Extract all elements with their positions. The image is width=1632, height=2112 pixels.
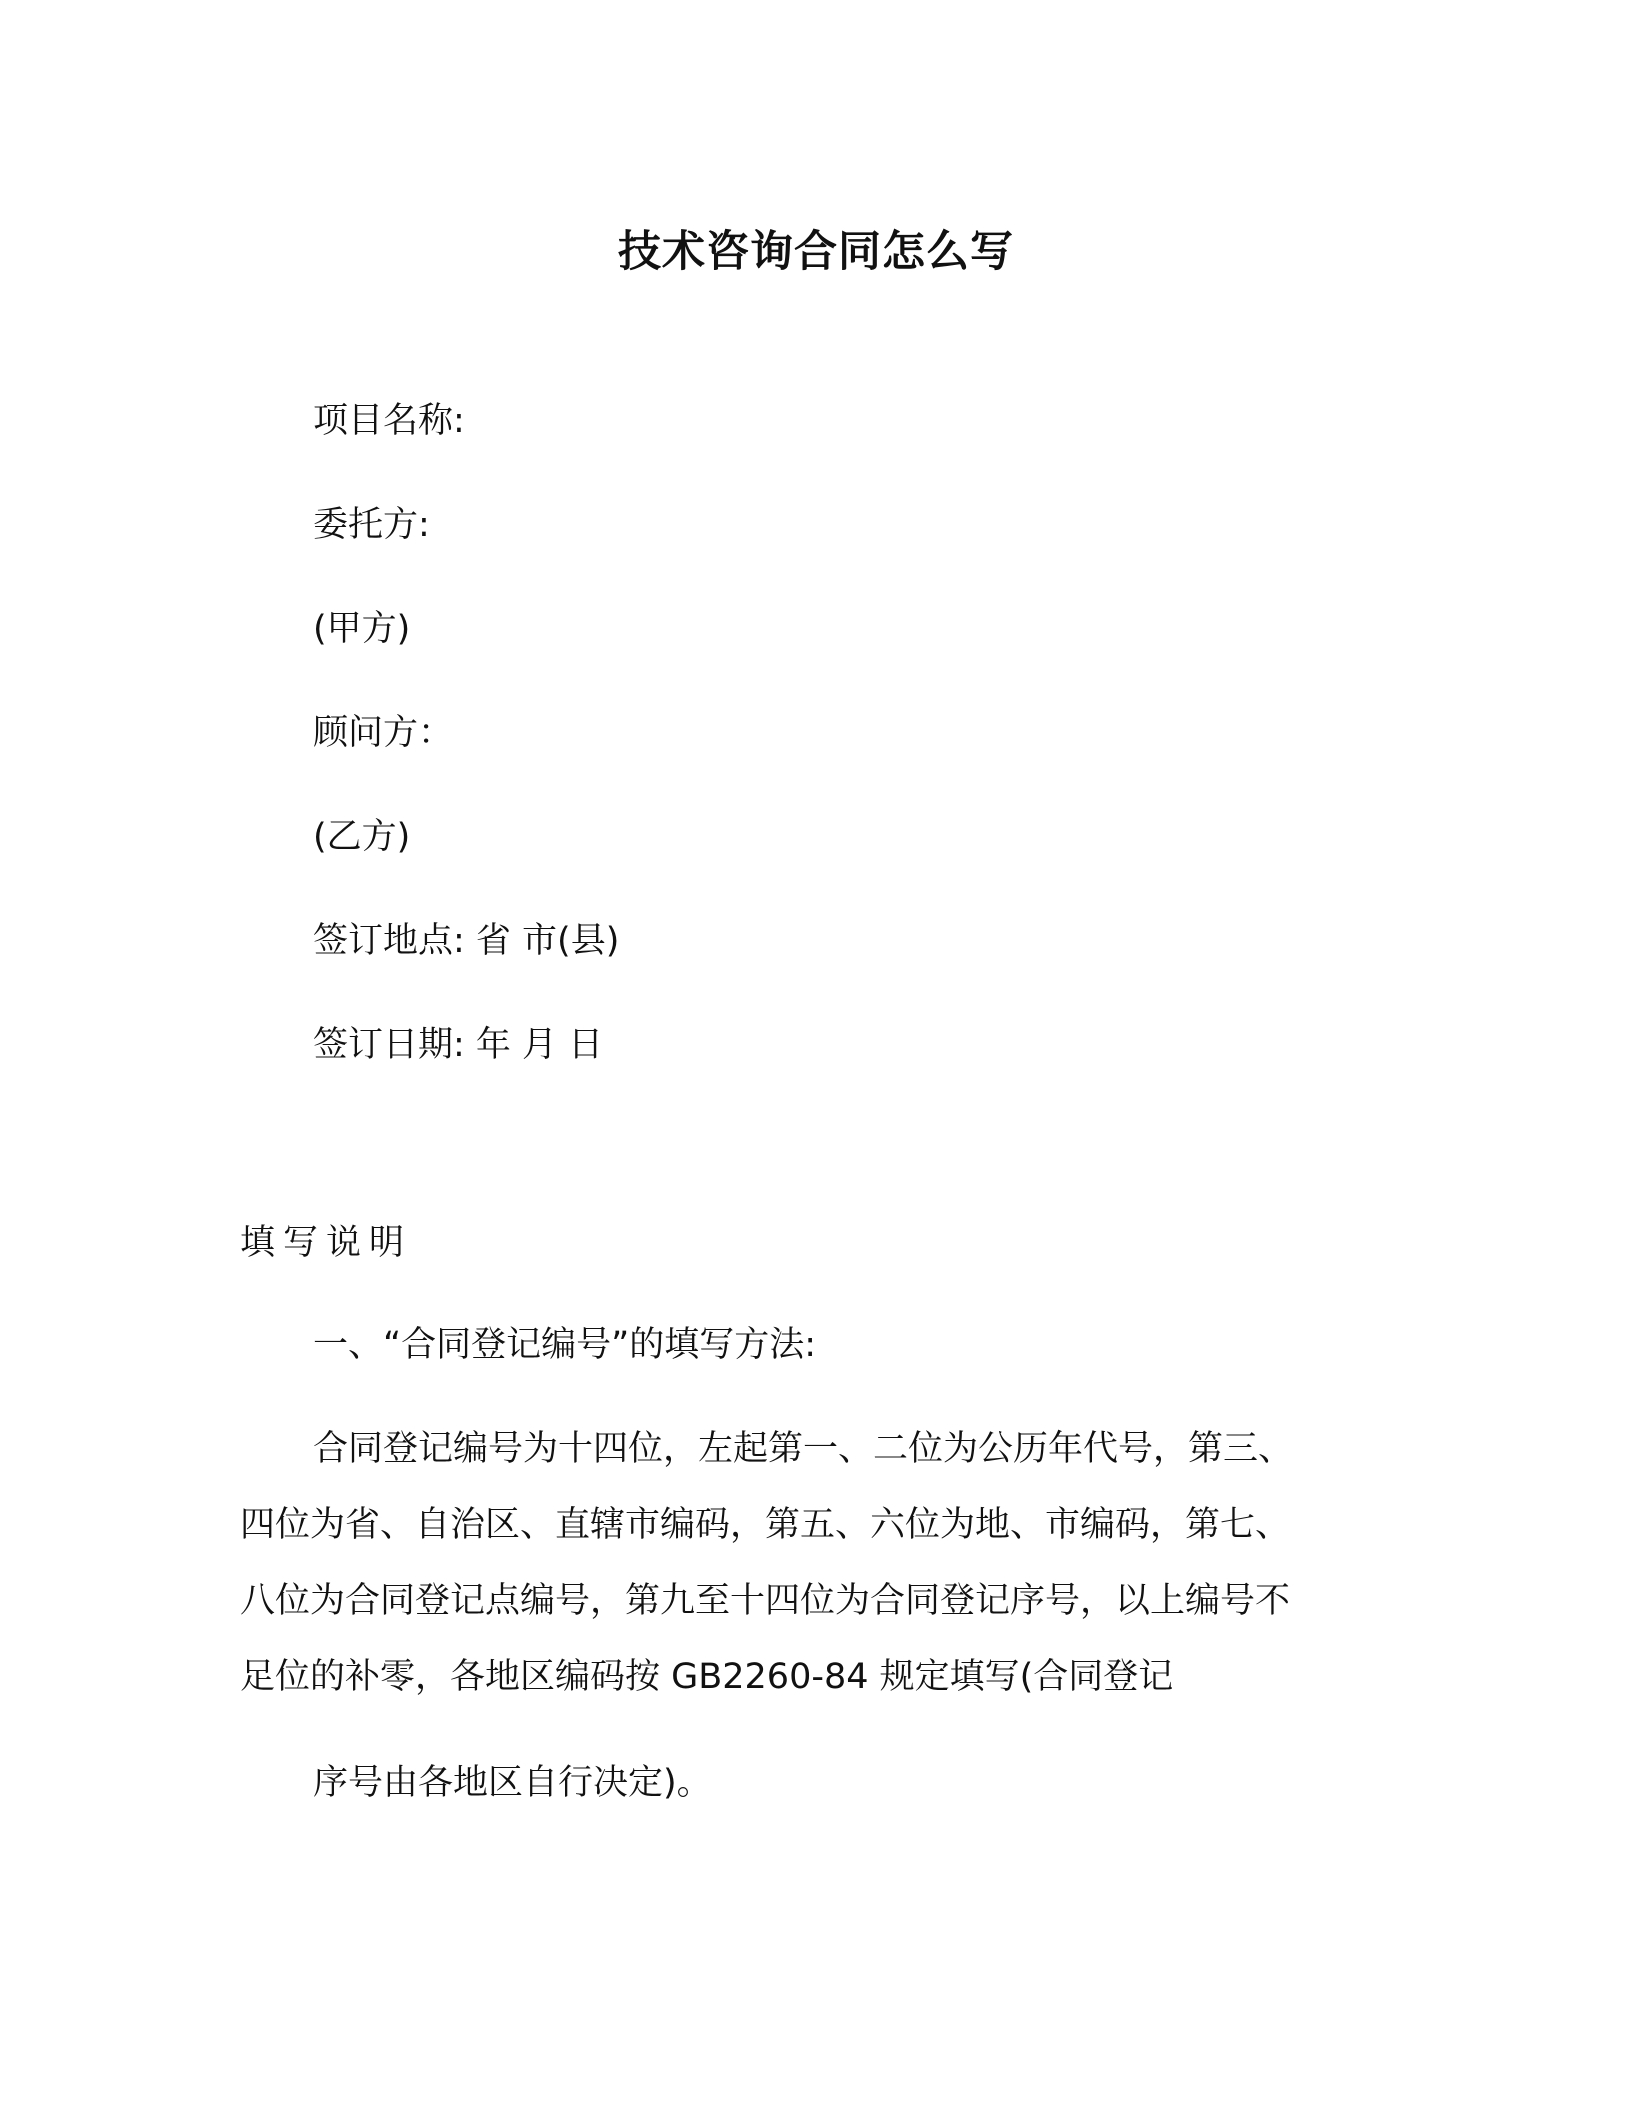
field-party-b: (乙方) — [313, 817, 411, 857]
field-consultant: 顾问方： — [313, 713, 454, 753]
field-client: 委托方: — [313, 505, 430, 545]
document-title: 技术咨询合同怎么写 — [618, 227, 1014, 277]
field-signing-place: 签订地点: 省 市(县) — [313, 921, 620, 961]
instruction-paragraph-line: 序号由各地区自行决定)。 — [313, 1763, 712, 1803]
instruction-paragraph-line: 合同登记编号为十四位，左起第一、二位为公历年代号，第三、 — [313, 1429, 1294, 1469]
field-party-a: (甲方) — [313, 609, 411, 649]
instruction-paragraph-line: 四位为省、自治区、直辖市编码，第五、六位为地、市编码，第七、 — [240, 1505, 1291, 1545]
instruction-paragraph-line: 八位为合同登记点编号，第九至十四位为合同登记序号，以上编号不 — [240, 1581, 1291, 1621]
field-signing-date: 签订日期: 年 月 日 — [313, 1025, 604, 1065]
field-project-name: 项目名称: — [313, 401, 465, 441]
instruction-paragraph-line: 足位的补零，各地区编码按 GB2260-84 规定填写(合同登记 — [240, 1657, 1174, 1697]
instructions-heading: 填写说明 — [240, 1223, 413, 1263]
instruction-item-heading: 一、“合同登记编号”的填写方法: — [313, 1325, 817, 1365]
